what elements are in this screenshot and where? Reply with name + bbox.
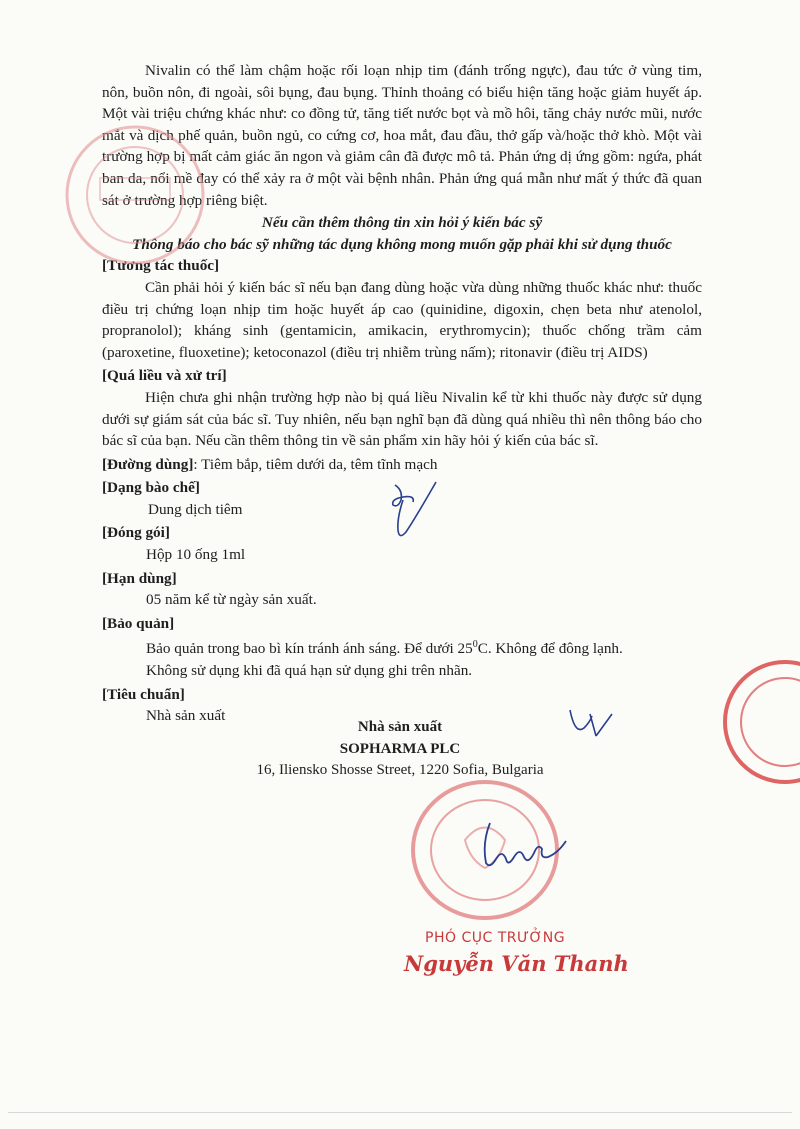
- interactions-heading: [Tương tác thuốc]: [102, 257, 220, 275]
- manufacturer-address: 16, Iliensko Shosse Street, 1220 Sofia, Bulgaria: [256, 762, 544, 778]
- package-text: Hộp 10 ống 1ml: [146, 546, 246, 564]
- signatory-title: PHÓ CỤC TRƯỞNG: [425, 930, 566, 946]
- manufacturer-label: Nhà sản xuất: [357, 719, 443, 735]
- company-stamp-right: [690, 655, 800, 790]
- main-signature: [470, 815, 585, 875]
- side-effects-paragraph: Nivalin có thể làm chậm hoặc rối loạn nhịp tim (đánh trống ngực), đau tức ở vùng tim, nôn, buồn nôn, đi ngoài, sôi bụng, đau bụng. Thỉnh thoảng có biểu hiện tăng hoặc giảm huyết áp. Một vài triệu chứng khác như: co đồng tử, tăng tiết nước bọt và mồ hôi, tăng chảy nước mũi, nước mắt và dịch phế quản, buồn ngủ, co cứng cơ, hoa mắt, đau đầu, thở gấp và/hoặc thở khò. Một vài trường hợp bị mất cảm giác ăn ngon và giảm cân đã được mô tả. Phản ứng dị ứng gồm: ngứa, phát ban da, nổi mề đay có thể xảy ra ở một vài bệnh nhân. Phản ứng quá mẫn như mất ý thức đã quan sát ở trường hợp riêng biệt.: [102, 62, 702, 209]
- initials-mark: [560, 700, 620, 755]
- package-heading: [Đóng gói]: [102, 524, 170, 542]
- manufacturer-block: [0, 717, 800, 782]
- initials-signature: [375, 475, 450, 545]
- route-heading: [Đường dùng]: [102, 455, 194, 473]
- interactions-text: Cần phải hỏi ý kiến bác sĩ nếu bạn đang dùng hoặc vừa dùng những thuốc khác như: thuốc điều trị chứng loạn nhịp tim hoặc huyết áp cao (quinidine, digoxin, chẹn beta như atenolol, propranolol); kháng sinh (gentamicin, amikacin, erythromycin); thuốc chống trầm cảm (paroxetine, fluoxetine); ketoconazol (điều trị nhiễm trùng nấm); ritonavir (điều trị AIDS): [102, 278, 702, 361]
- standard-text: Nhà sản xuất: [146, 707, 226, 725]
- overdose-heading: [Quá liều và xử trí]: [102, 367, 227, 385]
- standard-heading: [Tiêu chuẩn]: [102, 685, 185, 703]
- form-heading: [Dạng bào chế]: [102, 479, 200, 497]
- page-bottom-rule: [8, 1112, 792, 1113]
- storage-heading: [Bảo quản]: [102, 614, 175, 632]
- signatory-name: Nguyễn Văn Thanh: [404, 951, 629, 976]
- form-text: Dung dịch tiêm: [148, 500, 243, 518]
- storage-line-2: Không sử dụng khi đã quá hạn sử dụng ghi trên nhãn.: [146, 662, 473, 680]
- route-line: [102, 454, 702, 476]
- shelf-life-heading: [Hạn dùng]: [102, 569, 177, 587]
- report-side-effects-note: Thông báo cho bác sỹ những tác dụng không mong muốn gặp phải khi sử dụng thuốc: [132, 235, 672, 253]
- company-stamp-left: [60, 120, 210, 270]
- manufacturer-name: SOPHARMA PLC: [339, 740, 461, 757]
- shelf-life-text: 05 năm kể từ ngày sản xuất.: [146, 591, 317, 609]
- overdose-text: Hiện chưa ghi nhận trường hợp nào bị quá liều Nivalin kể từ khi thuốc này được sử dụng dưới sự giám sát của bác sĩ. Tuy nhiên, nếu bạn nghĩ bạn đã dùng quá nhiều thì nên thông báo cho bác sĩ của bạn. Nếu cần thêm thông tin về sản phẩm xin hãy hỏi ý kiến của bác sĩ.: [102, 388, 702, 450]
- consult-doctor-note: Nếu cần thêm thông tin xin hỏi ý kiến bác sỹ: [261, 214, 543, 232]
- route-text: : Tiêm bắp, tiêm dưới da, têm tĩnh mạch: [193, 455, 438, 473]
- storage-line-1: Bảo quản trong bao bì kín tránh ánh sáng. Để dưới $25^0C$. Không để đông lạnh.: [146, 639, 623, 658]
